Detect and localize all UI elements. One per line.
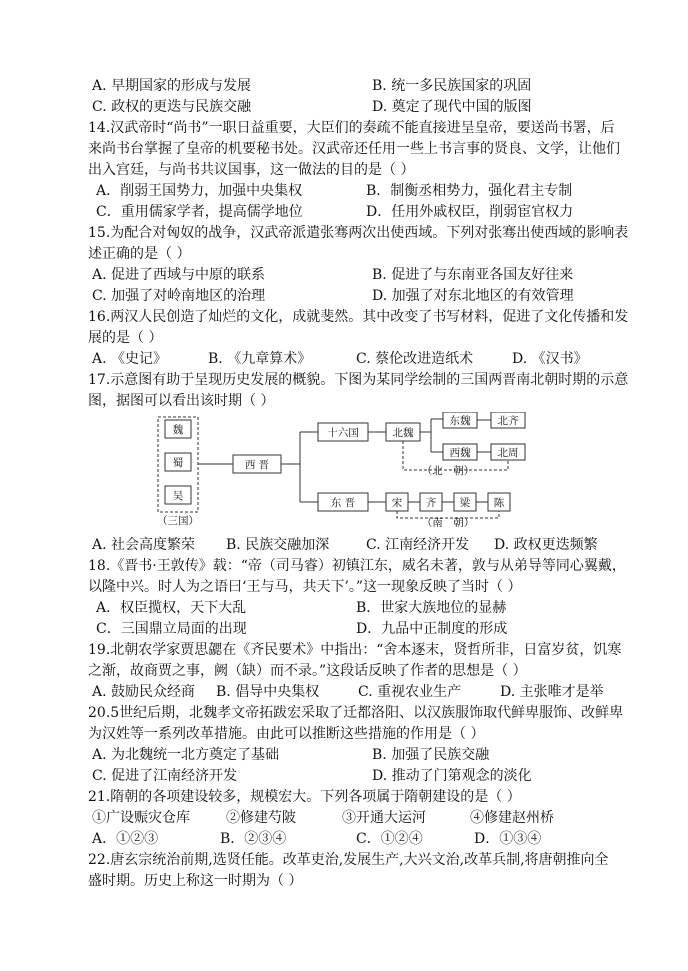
sanguo-label: （三国）: [157, 515, 199, 527]
q18-stem-line1: 18.《晋书·王敦传》载：“帝（司马睿）初镇江东，威名未著，敦与从弟导等同心翼戴，: [88, 558, 626, 574]
q19-option-c: C. 重视农业生产: [358, 684, 462, 700]
q20-option-d: D. 推动了门第观念的淡化: [372, 768, 532, 784]
q21-item-2: ②修建芍陂: [226, 810, 296, 826]
shiliuguo-label: 十六国: [327, 427, 359, 439]
beizhou-label: 北周: [497, 447, 519, 459]
q21-item-4: ④修建赵州桥: [470, 810, 554, 826]
dongjin-label: 东 晋: [330, 497, 356, 509]
q20-stem-line2: 为汉姓等一系列改革措施。由此可以推断这些措施的作用是（ ）: [88, 726, 485, 742]
q14-stem-line3: 出入宫廷，与尚书共议国事，这一做法的目的是（ ）: [88, 162, 415, 178]
beichao-label: （北 朝）: [421, 465, 475, 477]
q22-stem-line1: 22.唐玄宗统治前期,选贤任能。改革吏治,发展生产,大兴文治,改革兵制,将唐朝推向全: [88, 852, 609, 868]
chen-label: 陈: [493, 497, 505, 509]
q21-item-1: ①广设赈灾仓库: [92, 810, 190, 826]
q14-option-c: C．重用儒家学者，提高儒学地位: [96, 204, 303, 220]
xiwei-label: 西魏: [449, 447, 471, 459]
q19-option-b: B. 倡导中央集权: [216, 684, 320, 700]
q15-stem-line2: 述正确的是（ ）: [88, 246, 191, 262]
q13-option-b: B. 统一多民族国家的巩固: [372, 78, 532, 94]
q14-stem-line1: 14.汉武帝时“尚书”一职日益重要，大臣们的奏疏不能直接进呈皇帝，要送尚书署，后: [88, 120, 615, 136]
q15-stem-line1: 15.为配合对匈奴的战争，汉武帝派遣张骞两次出使西域。下列对张骞出使西域的影响表: [88, 225, 629, 241]
q21-option-a: A．①②③: [92, 831, 159, 847]
nanchao-label: （南 朝）: [421, 517, 475, 527]
q15-option-d: D. 加强了对东北地区的有效管理: [372, 288, 574, 304]
q18-option-a: A．权臣揽权，天下大乱: [96, 600, 247, 616]
shu-label: 蜀: [172, 457, 184, 469]
q15-option-a: A. 促进了西域与中原的联系: [92, 267, 266, 283]
q20-stem-line1: 20.5世纪后期，北魏孝文帝拓跋宏采取了迁都洛阳、以汉族服饰取代鲜卑服饰、改鲜卑: [88, 705, 624, 721]
q14-option-a: A．削弱王国势力，加强中央集权: [96, 183, 303, 199]
q17-option-d: D. 政权更迭频繁: [494, 537, 598, 553]
q16-option-c: C. 蔡伦改进造纸术: [356, 351, 474, 367]
q14-option-d: D．任用外戚权臣，削弱宦官权力: [366, 204, 574, 220]
q19-option-a: A. 鼓励民众经商: [92, 684, 196, 700]
q21-option-d: D．①③④: [474, 831, 542, 847]
q20-option-a: A. 为北魏统一北方奠定了基础: [92, 747, 280, 763]
qi-label: 齐: [425, 497, 437, 509]
q13-option-d: D. 奠定了现代中国的版图: [372, 99, 532, 115]
q16-option-b: B. 《九章算术》: [208, 351, 312, 367]
q14-option-b: B．制衡丞相势力，强化君主专制: [366, 183, 573, 199]
q21-option-c: C．①②④: [356, 831, 423, 847]
q22-stem-line2: 盛时期。历史上称这一时期为（ ）: [88, 873, 303, 889]
q13-option-c: C. 政权的更迭与民族交融: [92, 99, 252, 115]
q13-option-a: A. 早期国家的形成与发展: [92, 78, 252, 94]
q16-option-d: D. 《汉书》: [512, 351, 588, 367]
q20-option-b: B. 加强了民族交融: [372, 747, 490, 763]
dongwei-label: 东魏: [449, 415, 471, 427]
q18-stem-line2: 以隆中兴。时人为之语曰‘王与马，共天下’。”这一现象反映了当时（ ）: [88, 579, 522, 595]
q17-stem-line2: 图，据图可以看出该时期（ ）: [88, 393, 275, 409]
q21-stem-line1: 21.隋朝的各项建设较多，规模宏大。下列各项属于隋朝建设的是（ ）: [88, 789, 521, 805]
q17-option-b: B. 民族交融加深: [226, 537, 330, 553]
q19-stem-line2: 之渐，故商贾之事，阙（缺）而不录。”这段话反映了作者的思想是（ ）: [88, 663, 527, 679]
q14-stem-line2: 来尚书台掌握了皇帝的机要秘书处。汉武帝还任用一些上书言事的贤良、文学，让他们: [88, 141, 620, 157]
q17-option-c: C. 江南经济开发: [366, 537, 470, 553]
q15-option-c: C. 加强了对岭南地区的治理: [92, 288, 266, 304]
q17-stem-line1: 17.示意图有助于呈现历史发展的概貌。下图为某同学绘制的三国两晋南北朝时期的示意: [88, 372, 629, 388]
wu-label: 吴: [172, 490, 184, 502]
q15-option-b: B. 促进了与东南亚各国友好往来: [372, 267, 574, 283]
wei-label: 魏: [172, 424, 184, 436]
q16-stem-line2: 展的是（ ）: [88, 330, 163, 346]
q16-option-a: A. 《史记》: [92, 351, 168, 367]
beiqi-label: 北齐: [497, 415, 519, 427]
q16-stem-line1: 16.两汉人民创造了灿烂的文化，成就斐然。其中改变了书写材料，促进了文化传播和发: [88, 309, 629, 325]
q21-item-3: ③开通大运河: [342, 810, 426, 826]
xijin-label: 西 晋: [244, 459, 270, 471]
beiwei-label: 北魏: [392, 427, 414, 439]
dynasty-flow-diagram: [148, 412, 578, 527]
q21-option-b: B．②③④: [220, 831, 287, 847]
q19-option-d: D. 主张唯才是举: [500, 684, 604, 700]
song-label: 宋: [391, 497, 403, 509]
q18-option-d: D．九品中正制度的形成: [356, 621, 508, 637]
q20-option-c: C. 促进了江南经济开发: [92, 768, 238, 784]
q18-option-b: B．世家大族地位的显赫: [356, 600, 507, 616]
q19-stem-line1: 19.北朝农学家贾思勰在《齐民要术》中指出：“舍本逐末，贤哲所非，日富岁贫，饥寒: [88, 642, 622, 658]
liang-label: 梁: [459, 497, 471, 509]
q18-option-c: C．三国鼎立局面的出现: [96, 621, 247, 637]
q17-option-a: A. 社会高度繁荣: [92, 537, 196, 553]
